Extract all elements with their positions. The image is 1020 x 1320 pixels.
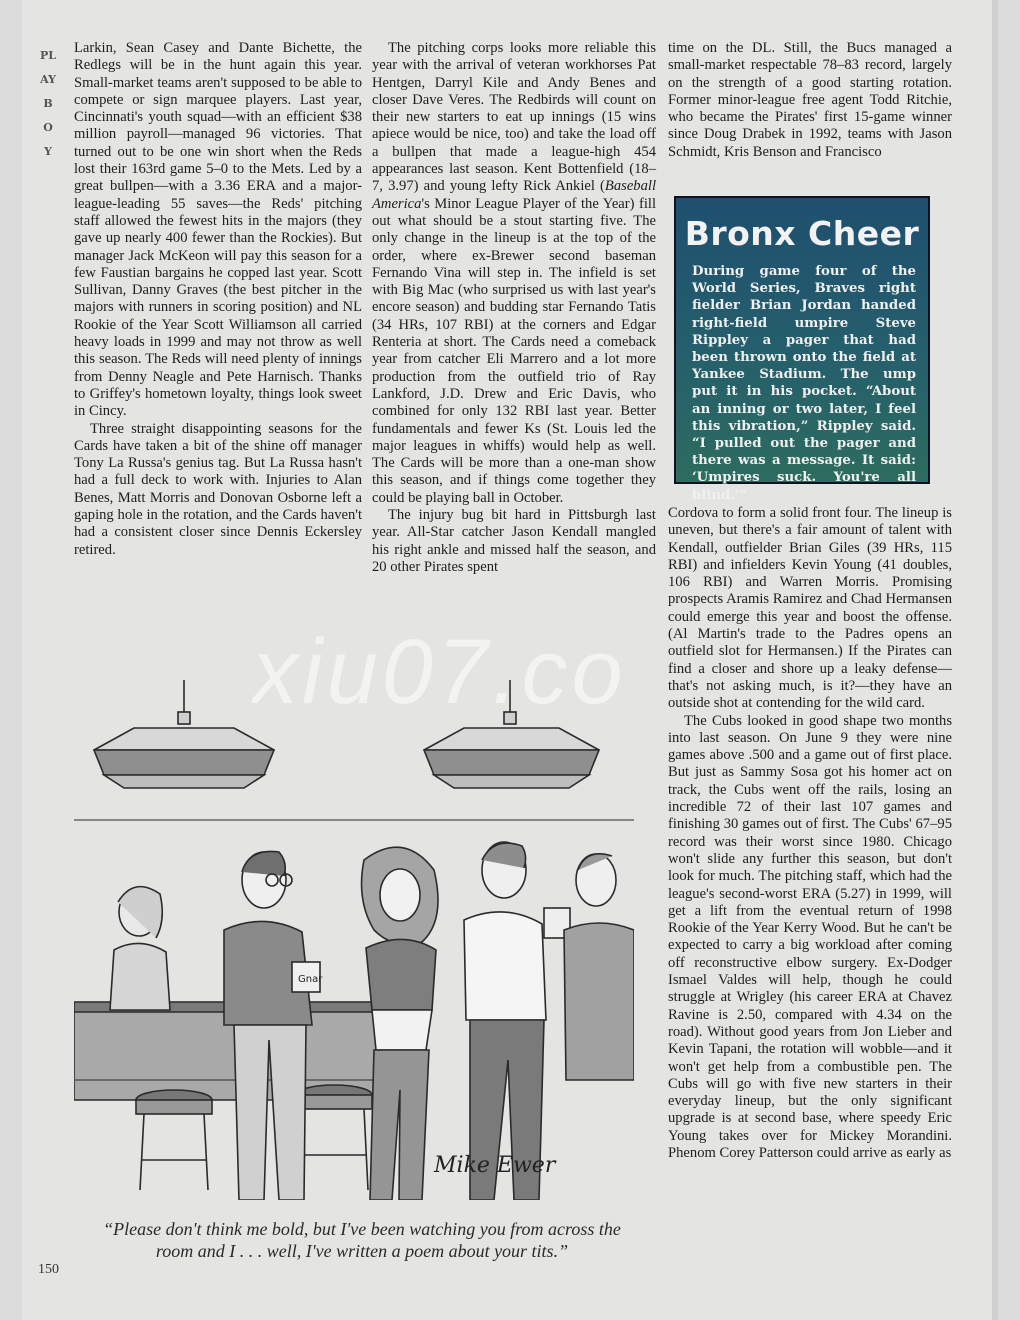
page-number: 150	[38, 1262, 59, 1277]
man-with-glasses	[224, 851, 320, 1200]
artist-signature: Mike Ewer	[434, 1153, 556, 1178]
article-column-3-bottom	[668, 505, 952, 1162]
paragraph	[372, 40, 656, 507]
sidebar-box	[674, 196, 930, 503]
masthead: PLAYBOY	[40, 49, 57, 158]
magazine-page	[22, 0, 998, 1320]
paragraph-text: The pitching corps looks more reliable this year with the arrival of veteran workhorses Pat Hentgen, Darryl Kile and Andy Benes and closer Dave Veres. The Redbirds will count on their new starters to eat up innings (15 wins apiece would be nice, too) and take the load off a bullpen that made a league-high 454 appearances last season. Kent Bottenfield (18–7, 3.97) and young lefty Rick Ankiel (	[372, 40, 656, 195]
hanging-lamp-left	[94, 680, 274, 788]
watermark: xiu07.co	[252, 621, 627, 720]
cartoon-illustration	[74, 680, 634, 1200]
article-column-3-top	[668, 40, 952, 161]
sidebar-body: During game four of the World Series, Braves right fielder Brian Jordan handed right-field umpire Steve Rippley a pager that had been thrown onto the field at Yankee Stadium. The ump put it in his pocket. “About an inning or two later, I feel this vibration,” Rippley said. “I pulled out the pager and there was a message. It said: ‘Umpires suck. You're all blind.’”	[692, 264, 916, 503]
paragraph: The Cubs looked in good shape two months into last season. On June 9 they were nine games above .500 and a game out of first place. But just as Sammy Sosa got his homer act on track, the Cubs went off the rails, losing an incredible 72 of their last 107 games and finishing 30 games out of first. The Cubs' 67–95 record was their worst since 1980. Chicago won't slide any further this season, but don't look for much. The pitching staff, which had the league's second-worst ERA (5.27) in 1999, will get a lift from the eventual return of 1998 Rookie of the Year Kerry Wood. But he can't be expected to carry a big workload after coming off reconstructive elbow surgery. Ex-Dodger Ismael Valdes will help, though he could struggle at Wrigley (his career ERA at Chavez Ravine is 2.50, compared with 4.34 on the road). Without good years from Jon Lieber and Kevin Tapani, the rotation will wobble—and it won't get help from a combustible pen. The Cubs will go with five new starters in their everyday lineup, but the only significant upgrade is at second base, where speedy Eric Young takes over for Mickey Morandini. Phenom Corey Patterson could arrive as early as	[668, 712, 952, 1161]
central-woman	[362, 847, 438, 1200]
mug-text: Gnar	[298, 974, 323, 985]
paragraph: The injury bug bit hard in Pittsburgh last year. All-Star catcher Jason Kendall mangled his right ankle and missed half the season, and 20 other Pirates spent	[372, 507, 656, 575]
bar-stool-right	[296, 1085, 372, 1190]
bar-stool-left	[136, 1090, 212, 1190]
cartoon-caption: “Please don't think me bold, but I've been watching you from across the room and I . . . well, I've written a poem about your tits.”	[103, 1219, 621, 1261]
man-with-mug	[464, 842, 570, 1200]
background-woman	[110, 887, 170, 1010]
man-far-right	[564, 854, 634, 1080]
paragraph: Three straight disappointing seasons for the Cards have taken a bit of the shine off manager Tony La Russa's genius tag. But La Russa hasn't had a full deck to work with. Injuries to Alan Benes, Matt Morris and Donovan Osborne left a gaping hole in the rotation, and the Cards haven't had a consistent closer since Dennis Eckersley retired.	[74, 420, 362, 558]
paragraph-text: 's Minor League Player of the Year) fill out what should be a stout starting five. The only change in the lineup is at the top of the order, where ex-Brewer second baseman Fernando Vina will step in. The infield is set with Big Mac (who surprised us with last year's encore season) and budding star Fernando Tatis (34 HRs, 107 RBI) at the corners and Edgar Renteria at short. The Cards need a comeback year from catcher Eli Marrero and a lot more production from the outfield trio of Ray Lankford, J.D. Drew and Eric Davis, who combined for only 132 RBI last year. Better fundamentals and fewer Ks (St. Louis led the major leagues in whiffs) would help as well. The Cards will be more than a one-man show this season, and if things come together they could be playing ball in October.	[372, 195, 656, 506]
article-column-2	[372, 40, 656, 576]
sidebar-title: Bronx Cheer	[684, 214, 920, 253]
paragraph: time on the DL. Still, the Bucs managed a small-market respectable 78–83 record, largely on the strength of a good starting rotation. Former minor-league free agent Todd Ritchie, who became the Pirates' first 15-game winner since Doug Drabek in 1992, teams with Jason Schmidt, Kris Benson and Francisco	[668, 40, 952, 160]
publication-name: Baseball America	[372, 178, 656, 212]
paragraph: Larkin, Sean Casey and Dante Bichette, the Redlegs will be in the hunt again this year. Small-market teams aren't supposed to be able to compete or sign marquee players. Last year, Cincinnati's youth squad—with an efficient $38 million payroll—managed 96 victories. That turned out to be one win short when the Reds lost their 163rd game 5–0 to the Mets. Led by a great bullpen—with a 3.36 ERA and a major-league-leading 55 saves—the Reds' pitching staff allowed the fewest hits in the majors (they gave up nearly 400 fewer than the Rockies). But manager Jack McKeon will pay this season for a few Faustian bargains he copped last year. Scott Sullivan, Danny Graves (the best pitcher in the majors with runners in scoring position) and NL Rookie of the Year Scott Williamson all carried heavy loads in 1999 and may not throw as well this season. The Reds will need plenty of innings from Denny Neagle and Pete Harnisch. Thanks to Griffey's hometown loyalty, things look sweet in Cincy.	[74, 40, 362, 420]
paragraph: Cordova to form a solid front four. The lineup is uneven, but there's a fair amount of talent with Kendall, outfielder Brian Giles (39 HRs, 115 RBI) and infielders Kevin Young (41 doubles, 106 RBI) and Warren Morris. Promising prospects Aramis Ramirez and Chad Hermansen could emerge this year and boost the offense. (Al Martin's trade to the Padres opens an outfield slot for Hermansen.) If the Pirates can find a closer and shore up a leaky defense—that's not asking much, is it?—they have an outside shot at contending for the wild card.	[668, 505, 952, 712]
article-column-1	[74, 40, 362, 559]
